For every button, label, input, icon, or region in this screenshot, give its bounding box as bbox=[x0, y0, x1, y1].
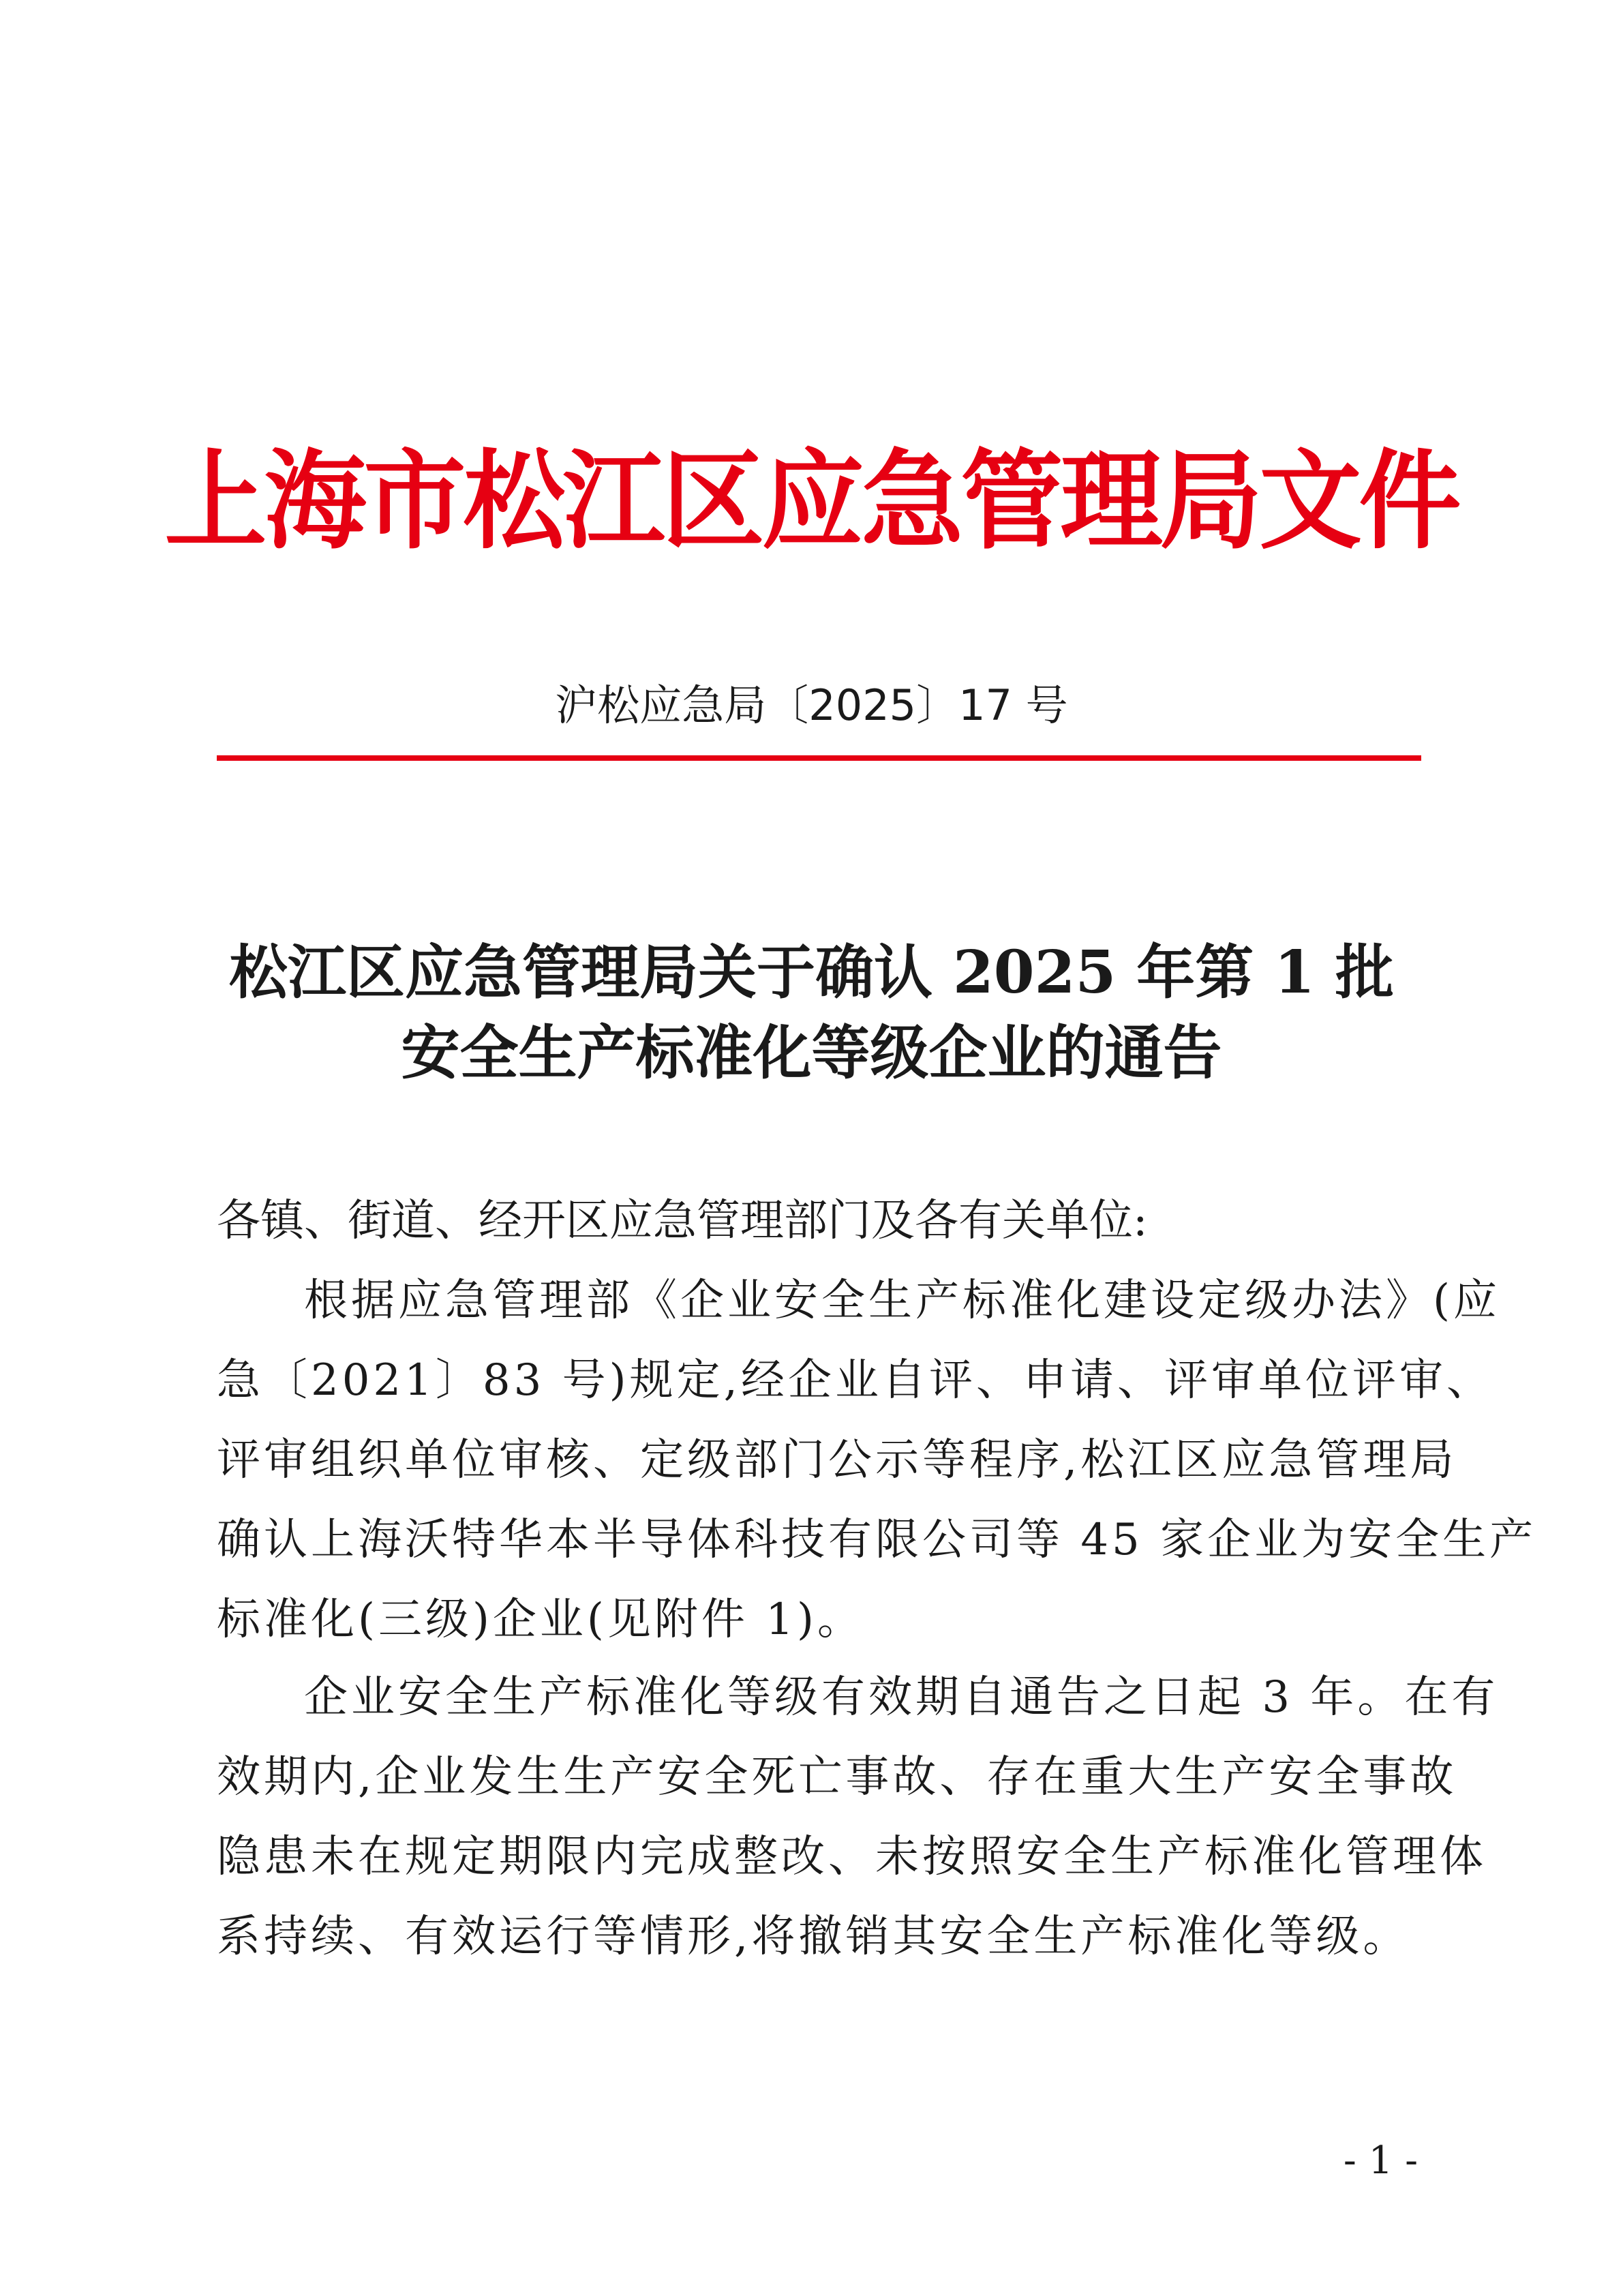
notice-title-line-2: 安全生产标准化等级企业的通告 bbox=[401, 1018, 1222, 1087]
paragraph-line: 系持续、有效运行等情形,将撤销其安全生产标准化等级。 bbox=[217, 1912, 1410, 1962]
notice-title-line-1: 松江区应急管理局关于确认 2025 年第 1 批 bbox=[229, 938, 1394, 1007]
paragraph-line: 根据应急管理部《企业安全生产标准化建设定级办法》(应 bbox=[304, 1275, 1500, 1326]
document-number: 沪松应急局〔2025〕17 号 bbox=[555, 680, 1068, 730]
masthead-title: 上海市松江区应急管理局文件 bbox=[164, 438, 1459, 564]
body-paragraph-2 bbox=[217, 1658, 1499, 1977]
paragraph-line: 效期内,企业发生生产安全死亡事故、存在重大生产安全事故 bbox=[217, 1752, 1457, 1802]
paragraph-line: 确认上海沃特华本半导体科技有限公司等 45 家企业为安全生产 bbox=[217, 1515, 1537, 1565]
paragraph-line: 急〔2021〕83 号)规定,经企业自评、申请、评审单位评审、 bbox=[217, 1355, 1493, 1406]
notice-title bbox=[0, 933, 1623, 1093]
paragraph-line: 评审组织单位审核、定级部门公示等程序,松江区应急管理局 bbox=[217, 1435, 1457, 1485]
paragraph-line: 标准化(三级)企业(见附件 1)。 bbox=[217, 1595, 864, 1645]
paragraph-line: 隐患未在规定期限内完成整改、未按照安全生产标准化管理体 bbox=[217, 1832, 1487, 1882]
body-paragraph-1 bbox=[217, 1261, 1537, 1660]
page-number: - 1 - bbox=[1343, 2139, 1418, 2183]
paragraph-line: 企业安全生产标准化等级有效期自通告之日起 3 年。在有 bbox=[304, 1672, 1499, 1723]
salutation: 各镇、街道、经开区应急管理部门及各有关单位: bbox=[217, 1196, 1148, 1246]
red-separator-line bbox=[217, 755, 1421, 761]
